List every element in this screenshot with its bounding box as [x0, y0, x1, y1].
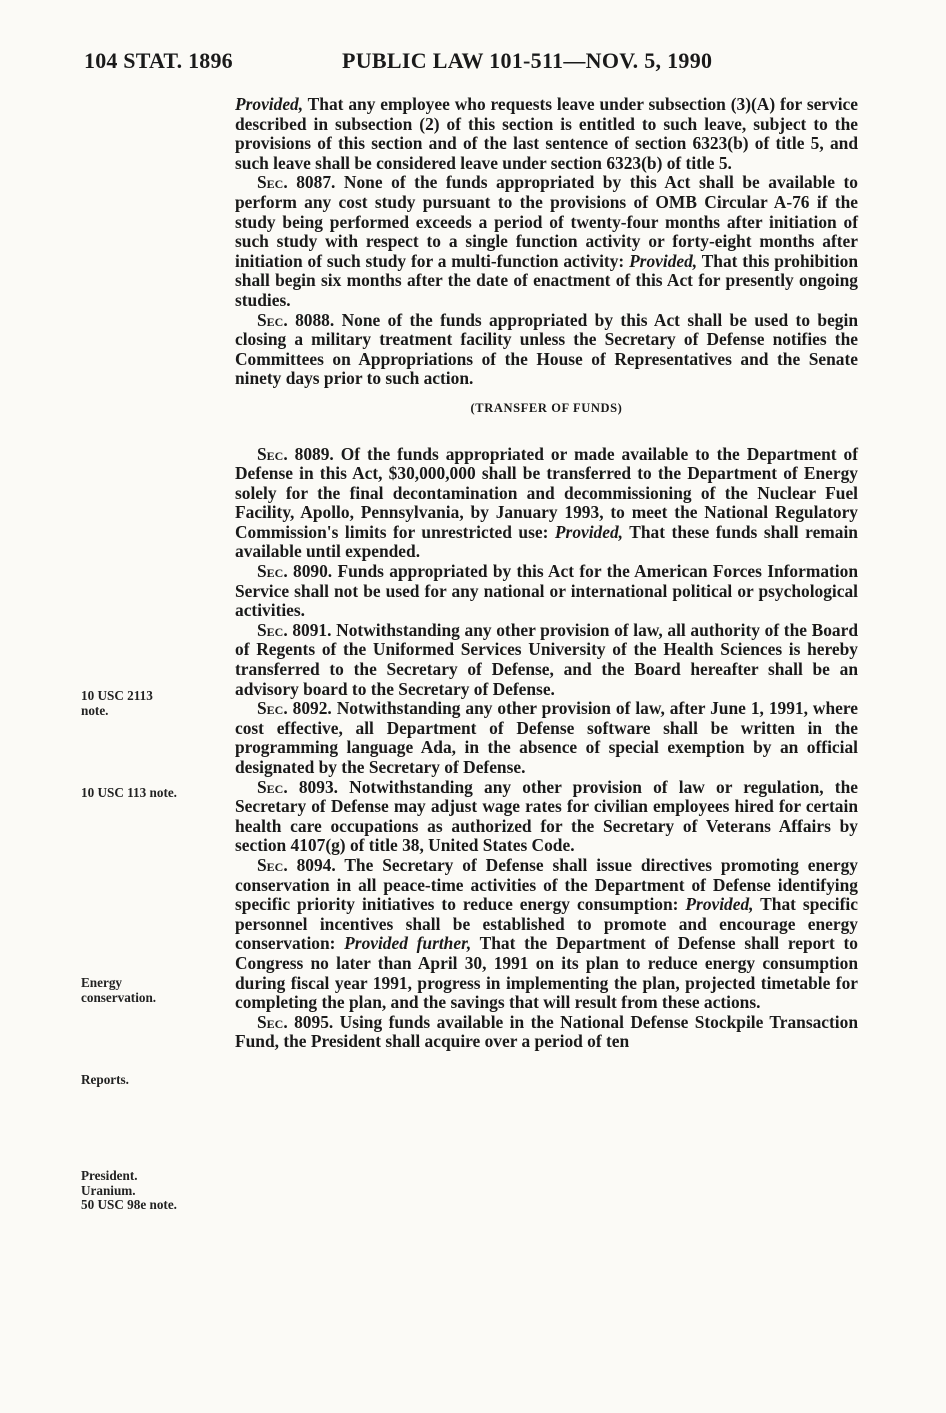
margin-note-line: Energy — [81, 975, 123, 990]
paragraph-text: Notwithstanding any other provision of law, all authority of the Board of Regents of the Uniformed Services University of the Health Sciences is hereby transferred to the Secretary of Defense, and the Board hereafter shall be an advisory board to the Secretary of Defense. — [235, 619, 858, 699]
section-label: Sec. 8091. — [257, 619, 332, 640]
margin-note-line: 50 USC 98e note. — [81, 1197, 177, 1212]
section-8088 — [235, 311, 858, 389]
margin-note-reports — [81, 1073, 221, 1088]
paragraph-text-continued: That this prohibition shall begin six months after the date of enactment of this Act for presently ongoing studies. — [235, 250, 858, 310]
paragraph-text: Notwithstanding any other provision of law or regulation, the Secretary of Defense may adjust wage rates for civilian employees hired for certain health care occupations as authorized for the Secretary of Veterans Affairs by section 4107(g) of title 38, United States Code. — [235, 776, 858, 856]
margin-note-line: 10 USC 113 note. — [81, 785, 177, 800]
paragraph-text: The Secretary of Defense shall issue directives promoting energy conservation in all peace-time activities of the Department of Defense identifying specific priority initiatives to reduce energy consumption: — [235, 854, 858, 915]
paragraph-text: That any employee who requests leave under subsection (3)(A) for service described in subsection (2) of this section is entitled to such leave, subject to the provisions of this section and of the last sentence of section 6323(b) of title 5, and such leave shall be considered leave under section 6323(b) of title 5. — [235, 94, 858, 173]
section-label: Sec. 8087. — [257, 172, 336, 193]
italic-provided-further: Provided further, — [344, 933, 472, 954]
paragraph-text-continued: That the Department of Defense shall report to Congress no later than April 30, 1991 on its plan to reduce energy consumption during fiscal year 1991, progress in implementing the plan, projected timetable for completing the plan, and the savings that will result from these actions. — [235, 933, 859, 1013]
section-label: Sec. 8088. — [257, 309, 335, 330]
paragraph-text: Of the funds appropriated or made available to the Department of Defense in this Act, $30,000,000 shall be transferred to the Department of Energy solely for the final decontamination and decommissioning of the Nuclear Fuel Facility, Apollo, Pennsylvania, by January 1993, to meet the National Regulatory Commission's limits for unrestricted use: — [235, 443, 858, 542]
public-law-title: PUBLIC LAW 101-511—NOV. 5, 1990 — [342, 48, 713, 73]
page-header — [84, 48, 864, 80]
paragraph-text: None of the funds appropriated by this Act shall be used to begin closing a military treatment facility unless the Secretary of Defense notifies the Committees on Appropriations of the House of Representatives and the Senate ninety days prior to such action. — [235, 309, 859, 389]
section-label: Sec. 8093. — [257, 776, 338, 797]
paragraph-text: None of the funds appropriated by this Act shall be available to perform any cost study pursuant to the provisions of OMB Circular A-76 if the study being performed exceeds a period of twenty-four months after initiation of such study with respect to a single function activity or forty-eight months after initiation of such study for a multi-function activity: — [235, 172, 858, 271]
italic-provided: Provided, — [235, 94, 304, 114]
section-label: Sec. 8092. — [257, 698, 332, 719]
section-8092 — [235, 699, 858, 777]
section-label: Sec. 8094. — [257, 854, 336, 875]
margin-note-10usc2113 — [81, 689, 221, 718]
stat-page-number: 104 STAT. 1896 — [84, 48, 233, 73]
section-8090 — [235, 562, 858, 621]
italic-provided: Provided, — [685, 894, 754, 915]
section-8095 — [235, 1013, 858, 1052]
section-8087 — [235, 173, 858, 310]
body-text — [235, 95, 858, 1052]
margin-note-president-uranium — [81, 1169, 221, 1213]
section-8093 — [235, 778, 858, 856]
margin-note-10usc113 — [81, 786, 221, 801]
paragraph-text-continued: That these funds shall remain available until expended. — [235, 521, 858, 562]
italic-provided: Provided, — [629, 250, 698, 271]
paragraph-text-continued: That specific personnel incentives shall be established to promote and encourage energy conservation: — [235, 894, 858, 954]
section-label: Sec. 8095. — [257, 1011, 334, 1032]
section-8091 — [235, 621, 858, 699]
paragraph-text: Funds appropriated by this Act for the American Forces Information Service shall not be used for any national or international political or psychological activities. — [235, 561, 859, 621]
margin-note-line: note. — [81, 702, 109, 718]
transfer-of-funds-heading: (TRANSFER OF FUNDS) — [470, 400, 623, 415]
paragraph-text: Notwithstanding any other provision of law, after June 1, 1991, where cost effective, all Department of Defense software shall be written in the programming language Ada, in the absence of special exemption by an official designated by the Secretary of Defense. — [235, 698, 858, 777]
section-8089 — [235, 445, 858, 563]
section-label: Sec. 8089. — [257, 443, 334, 464]
section-8094 — [235, 856, 858, 1013]
paragraph-provided — [235, 95, 858, 173]
margin-note-energy-conservation — [81, 976, 221, 1005]
margin-note-line: Uranium. — [81, 1182, 136, 1198]
italic-provided: Provided, — [554, 521, 624, 542]
margin-note-line: President. — [81, 1168, 138, 1183]
margin-note-line: 10 USC 2113 — [81, 688, 153, 703]
margin-note-line: conservation. — [81, 989, 157, 1005]
margin-note-line: Reports. — [81, 1072, 129, 1087]
paragraph-text: Using funds available in the National Defense Stockpile Transaction Fund, the President shall acquire over a period of ten — [235, 1011, 858, 1052]
section-label: Sec. 8090. — [257, 561, 333, 582]
